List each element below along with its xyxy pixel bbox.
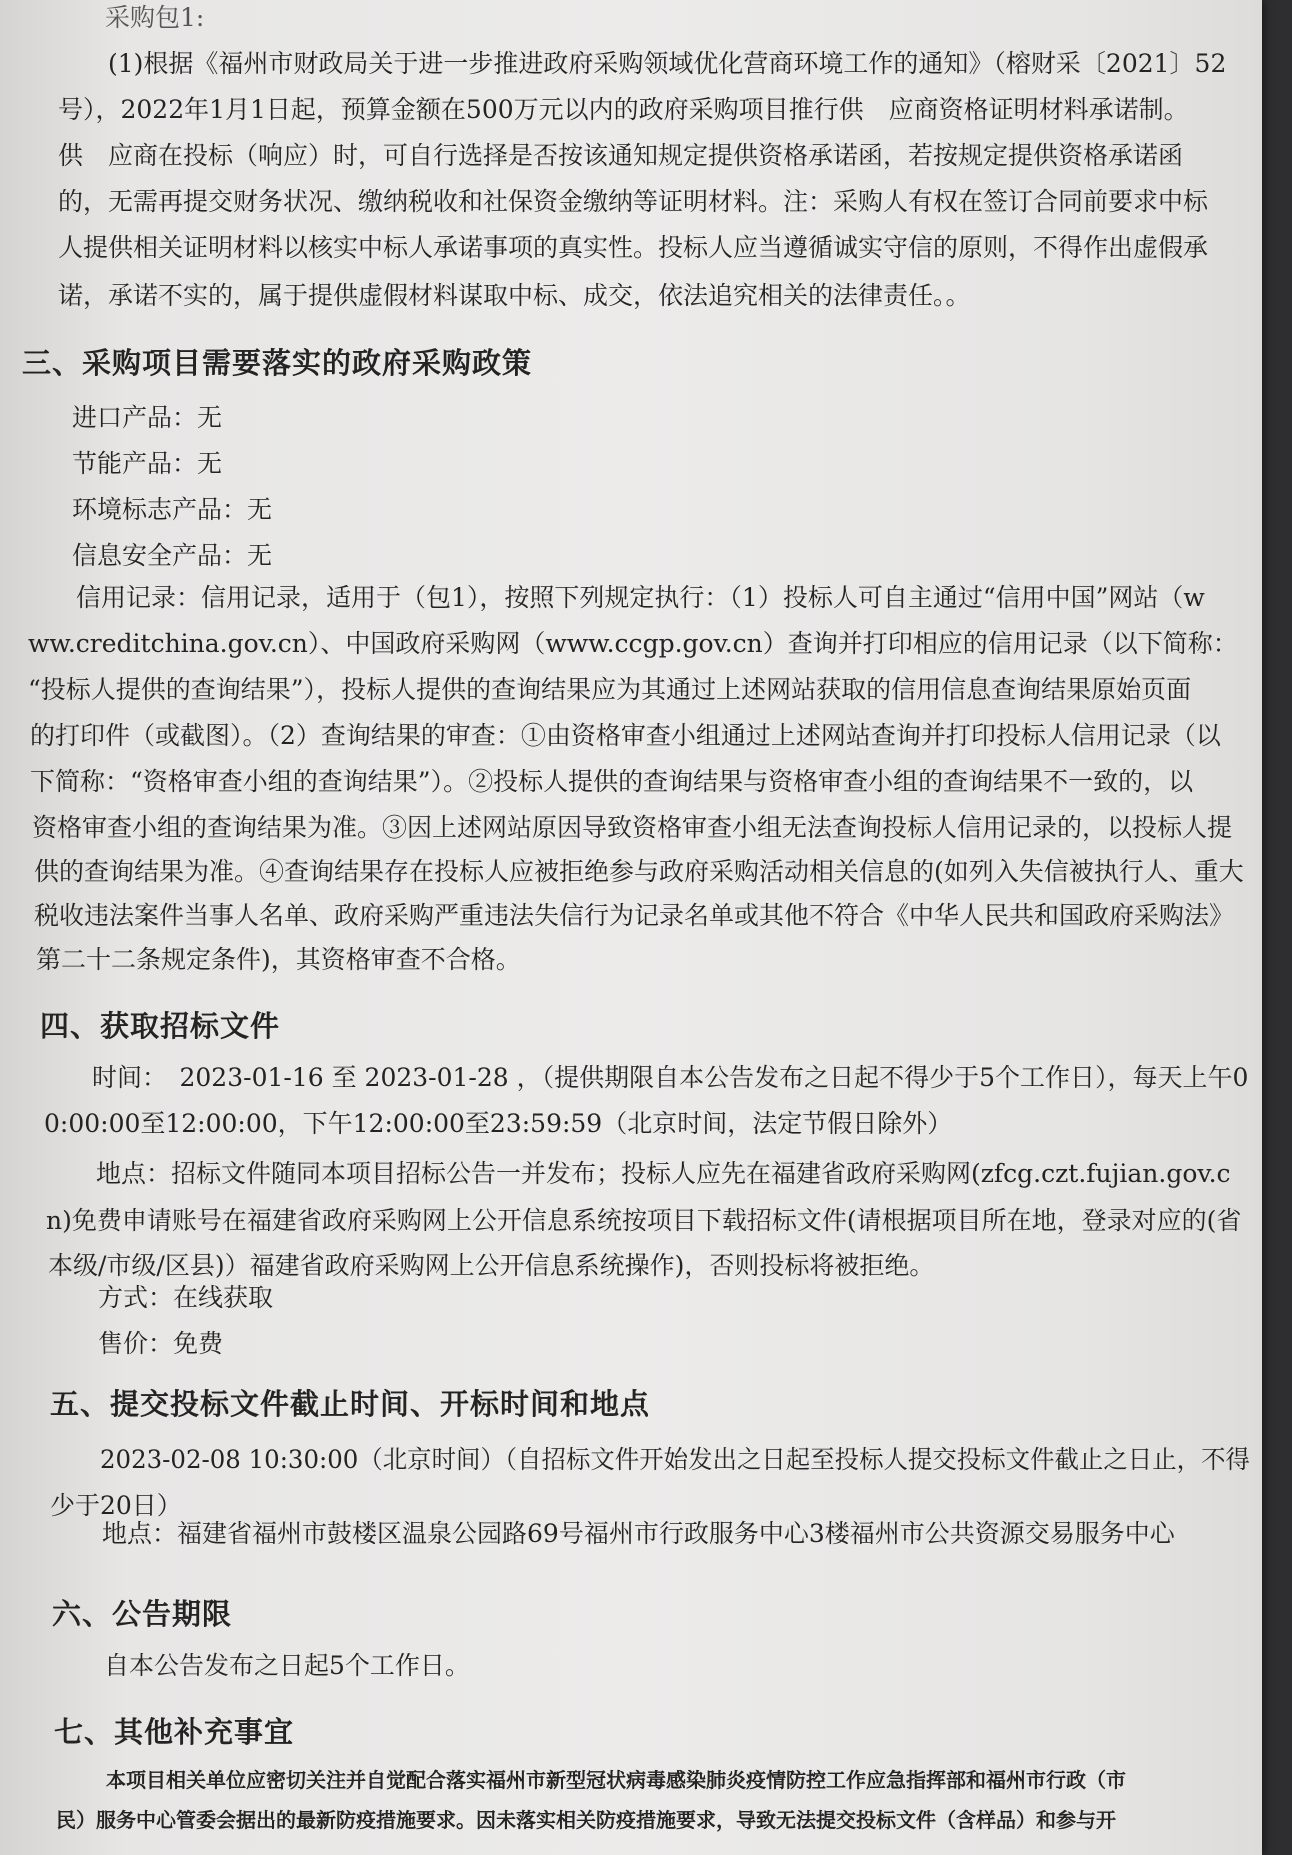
deadline-line-2: 少于20日）	[50, 1491, 182, 1520]
section-5-title: 五、提交投标文件截止时间、开标时间和地点	[50, 1387, 651, 1421]
deadline-line-1: 2023-02-08 10:30:00（北京时间）（自招标文件开始发出之日起至投标人提交投标文件截止之日止，不得	[100, 1445, 1250, 1474]
section-6-title: 六、公告期限	[52, 1597, 233, 1631]
credit-line-1: 信用记录：信用记录，适用于（包1），按照下列规定执行：（1）投标人可自主通过“信用中国”网站（w	[76, 583, 1205, 612]
credit-line-4: 的打印件（或截图）。（2）查询结果的审查：①由资格审查小组通过上述网站查询并打印投标人信用记录（以	[30, 721, 1221, 750]
credit-line-3: “投标人提供的查询结果”），投标人提供的查询结果应为其通过上述网站获取的信用信息查询结果原始页面	[28, 675, 1192, 704]
supplement-line-1: 本项目相关单位应密切关注并自觉配合落实福州市新型冠状病毒感染肺炎疫情防控工作应急指挥部和福州市行政（市	[106, 1768, 1126, 1792]
section-7-title: 七、其他补充事宜	[54, 1715, 295, 1749]
obtain-time-line-1: 时间： 2023-01-16 至 2023-01-28 ，（提供期限自本公告发布之日起不得少于5个工作日），每天上午0	[92, 1063, 1249, 1092]
credit-line-7: 供的查询结果为准。④查询结果存在投标人应被拒绝参与政府采购活动相关信息的(如列入失信被执行人、重大	[34, 857, 1244, 886]
obtain-place-line-1: 地点：招标文件随同本项目招标公告一并发布；投标人应先在福建省政府采购网(zfcg.czt.fujian.gov.c	[96, 1159, 1231, 1188]
obtain-method: 方式：在线获取	[98, 1283, 274, 1312]
announcement-period: 自本公告发布之日起5个工作日。	[104, 1651, 470, 1680]
policy-item-environment: 环境标志产品：无	[72, 495, 273, 524]
obtain-time-line-2: 0:00:00至12:00:00，下午12:00:00至23:59:59（北京时间，法定节假日除外）	[44, 1109, 953, 1138]
policy-item-import: 进口产品：无	[72, 403, 223, 432]
section-3-title: 三、采购项目需要落实的政府采购政策	[22, 346, 533, 380]
credit-line-6: 资格审查小组的查询结果为准。③因上述网站原因导致资格审查小组无法查询投标人信用记录的，以投标人提	[32, 813, 1233, 842]
para1-line-4: 的，无需再提交财务状况、缴纳税收和社保资金缴纳等证明材料。注：采购人有权在签订合同前要求中标	[58, 187, 1209, 216]
section-4-title: 四、获取招标文件	[40, 1009, 281, 1043]
obtain-place-line-3: 本级/市级/区县)）福建省政府采购网上公开信息系统操作)，否则投标将被拒绝。	[48, 1251, 935, 1280]
policy-item-infosec: 信息安全产品：无	[72, 541, 273, 570]
para1-line-3: 供 应商在投标（响应）时，可自行选择是否按该通知规定提供资格承诺函，若按规定提供资格承诺函	[58, 141, 1184, 170]
package-label: 采购包1:	[105, 3, 205, 32]
credit-line-8: 税收违法案件当事人名单、政府采购严重违法失信行为记录名单或其他不符合《中华人民共和国政府采购法》	[34, 901, 1235, 930]
para1-line-2: 号），2022年1月1日起，预算金额在500万元以内的政府采购项目推行供 应商资格证明材料承诺制。	[58, 95, 1189, 124]
obtain-price: 售价：免费	[98, 1329, 224, 1358]
credit-line-9: 第二十二条规定条件)，其资格审查不合格。	[36, 945, 521, 974]
credit-line-5: 下简称：“资格审查小组的查询结果”）。②投标人提供的查询结果与资格审查小组的查询结果不一致的，以	[30, 767, 1194, 796]
obtain-place-line-2: n)免费申请账号在福建省政府采购网上公开信息系统按项目下载招标文件(请根据项目所在地，登录对应的(省	[46, 1206, 1242, 1235]
para1-line-5: 人提供相关证明材料以核实中标人承诺事项的真实性。投标人应当遵循诚实守信的原则，不得作出虚假承	[58, 233, 1209, 262]
opening-place: 地点：福建省福州市鼓楼区温泉公园路69号福州市行政服务中心3楼福州市公共资源交易服务中心	[102, 1519, 1175, 1548]
para1-line-1: (1)根据《福州市财政局关于进一步推进政府采购领域优化营商环境工作的通知》（榕财采〔2021〕52	[108, 49, 1227, 78]
credit-line-2: ww.creditchina.gov.cn）、中国政府采购网（www.ccgp.gov.cn）查询并打印相应的信用记录（以下简称：	[28, 629, 1238, 658]
policy-item-energy: 节能产品：无	[72, 449, 223, 478]
para1-line-6: 诺，承诺不实的，属于提供虚假材料谋取中标、成交，依法追究相关的法律责任。。	[58, 281, 971, 310]
supplement-line-2: 民）服务中心管委会据出的最新防疫措施要求。因未落实相关防疫措施要求，导致无法提交投标文件（含样品）和参与开	[56, 1808, 1116, 1832]
